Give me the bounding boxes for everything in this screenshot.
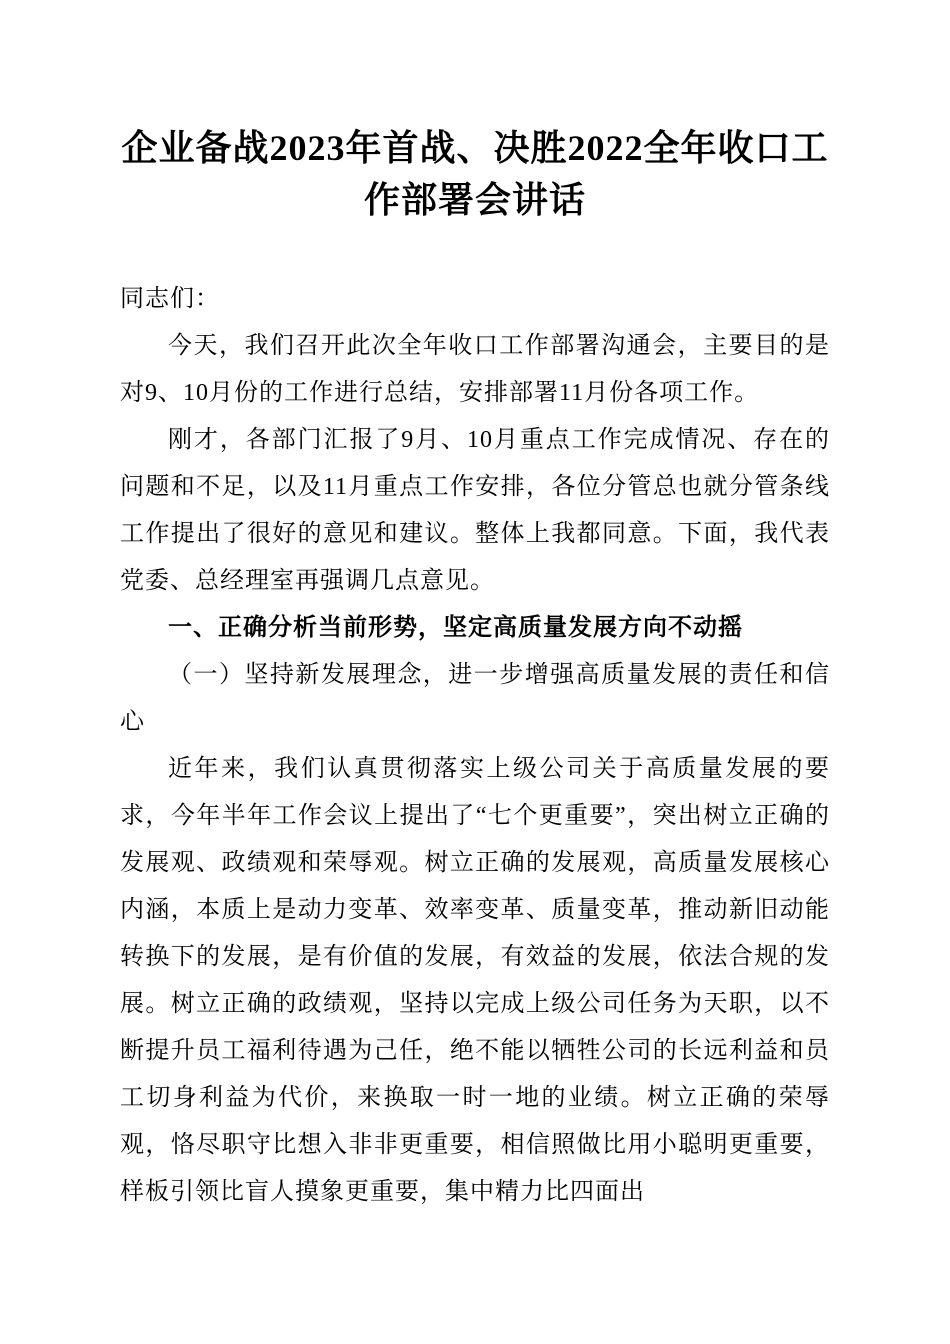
salutation: 同志们： (120, 286, 220, 312)
document-title: 企业备战2023年首战、决胜2022全年收口工作部署会讲话 (121, 128, 829, 220)
paragraph: 刚才，各部门汇报了9月、10月重点工作完成情况、存在的问题和不足，以及11月重点工作安排，各位分管总也就分管条线工作提出了很好的意见和建议。整体上我都同意。下面，我代表党委、总经理室再强调几点意见。 (120, 427, 830, 594)
paragraph: 近年来，我们认真贯彻落实上级公司关于高质量发展的要求，今年半年工作会议上提出了“七个更重要”，突出树立正确的发展观、政绩观和荣辱观。树立正确的发展观，高质量发展核心内涵，本质上是动力变革、效率变革、质量变革，推动新旧动能转换下的发展，是有价值的发展，有效益的发展，依法合规的发展。树立正确的政绩观，坚持以完成上级公司任务为天职，以不断提升员工福利待遇为己任，绝不能以牺牲公司的长远利益和员工切身利益为代价，来换取一时一地的业绩。树立正确的荣辱观，恪尽职守比想入非非更重要，相信照做比用小聪明更重要，样板引领比盲人摸象更重要，集中精力比四面出 (120, 756, 830, 1205)
paragraph: 今天，我们召开此次全年收口工作部署沟通会，主要目的是对9、10月份的工作进行总结，安排部署11月份各项工作。 (120, 333, 830, 406)
section-heading: 一、正确分析当前形势，坚定高质量发展方向不动摇 (168, 615, 743, 641)
subsection-heading: （一）坚持新发展理念，进一步增强高质量发展的责任和信心 (120, 662, 830, 735)
